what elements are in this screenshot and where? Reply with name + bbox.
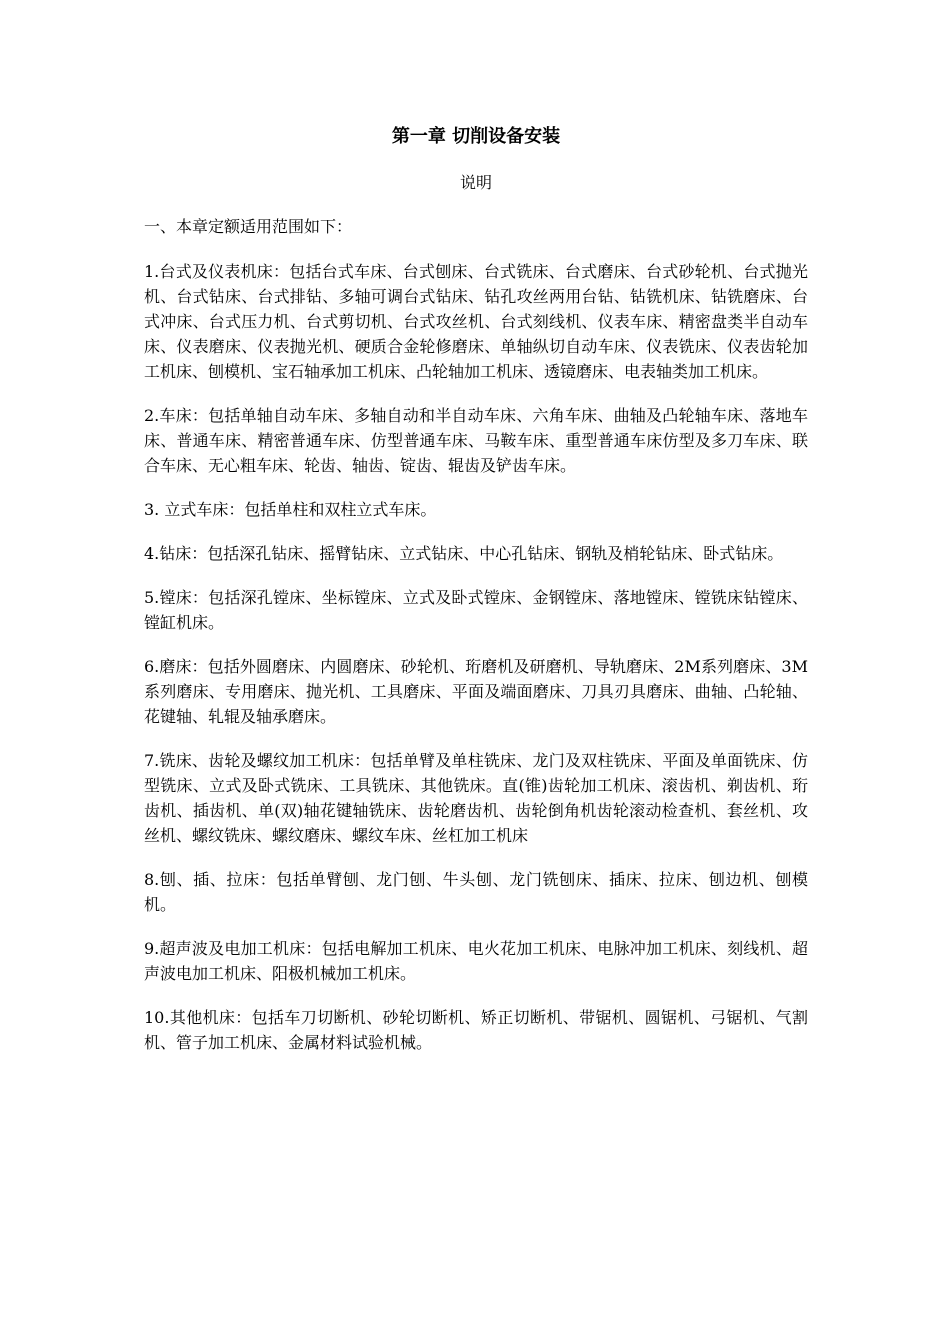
- machine-category-list: [144, 259, 808, 1055]
- list-item: 3. 立式车床：包括单柱和双柱立式车床。: [144, 500, 437, 519]
- list-item: 9.超声波及电加工机床：包括电解加工机床、电火花加工机床、电脉冲加工机床、刻线机、超声波电加工机床、阳极机械加工机床。: [144, 939, 808, 983]
- document-page: [144, 122, 808, 1055]
- list-item: 4.钻床：包括深孔钻床、摇臂钻床、立式钻床、中心孔钻床、钢轨及梢轮钻床、卧式钻床。: [144, 544, 784, 563]
- list-item: 1.台式及仪表机床：包括台式车床、台式刨床、台式铣床、台式磨床、台式砂轮机、台式抛光机、台式钻床、台式排钻、多轴可调台式钻床、钻孔攻丝两用台钻、钻铣机床、钻铣磨床、台式冲床、台式压力机、台式剪切机、台式攻丝机、台式刻线机、仪表车床、精密盘类半自动车床、仪表磨床、仪表抛光机、硬质合金轮修磨床、单轴纵切自动车床、仪表铣床、仪表齿轮加工机床、刨模机、宝石轴承加工机床、凸轮轴加工机床、透镜磨床、电表轴类加工机床。: [144, 262, 808, 381]
- list-item: 5.镗床：包括深孔镗床、坐标镗床、立式及卧式镗床、金钢镗床、落地镗床、镗铣床钻镗床、镗缸机床。: [144, 588, 808, 632]
- list-item: 8.刨、插、拉床：包括单臂刨、龙门刨、牛头刨、龙门铣刨床、插床、拉床、刨边机、刨模机。: [144, 870, 808, 914]
- list-item: 6.磨床：包括外圆磨床、内圆磨床、砂轮机、珩磨机及研磨机、导轨磨床、2M系列磨床、3M系列磨床、专用磨床、抛光机、工具磨床、平面及端面磨床、刀具刃具磨床、曲轴、凸轮轴、花键轴、轧辊及轴承磨床。: [144, 657, 808, 726]
- section-subtitle: 说明: [459, 173, 492, 192]
- list-item: 10.其他机床：包括车刀切断机、砂轮切断机、矫正切断机、带锯机、圆锯机、弓锯机、气割机、管子加工机床、金属材料试验机械。: [144, 1008, 808, 1052]
- list-item: 7.铣床、齿轮及螺纹加工机床：包括单臂及单柱铣床、龙门及双柱铣床、平面及单面铣床、仿型铣床、立式及卧式铣床、工具铣床、其他铣床。直(锥)齿轮加工机床、滚齿机、剃齿机、珩齿机、插齿机、单(双)轴花键轴铣床、齿轮磨齿机、齿轮倒角机齿轮滚动检查机、套丝机、攻丝机、螺纹铣床、螺纹磨床、螺纹车床、丝杠加工机床: [144, 751, 808, 845]
- list-item: 2.车床：包括单轴自动车床、多轴自动和半自动车床、六角车床、曲轴及凸轮轴车床、落地车床、普通车床、精密普通车床、仿型普通车床、马鞍车床、重型普通车床仿型及多刀车床、联合车床、无心粗车床、轮齿、轴齿、锭齿、辊齿及铲齿车床。: [144, 406, 808, 475]
- chapter-title: 第一章 切削设备安装: [391, 126, 561, 147]
- scope-intro: 一、本章定额适用范围如下：: [144, 217, 353, 236]
